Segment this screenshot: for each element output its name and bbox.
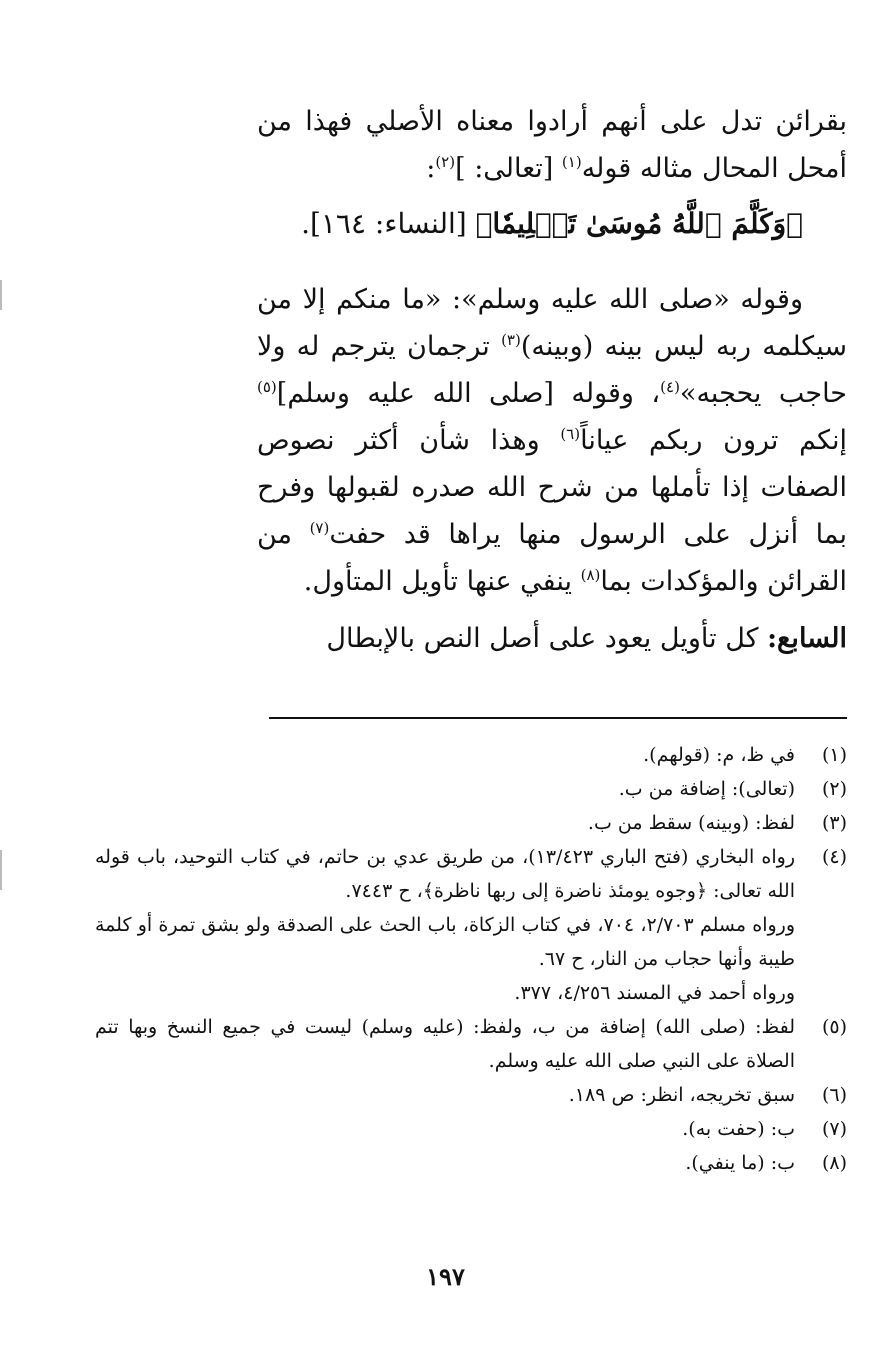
footnote-line: في ظ، م: (قولهم).: [643, 744, 795, 766]
footnote-number: (٢): [821, 778, 847, 800]
page-number: ١٩٧: [426, 1262, 465, 1291]
footnote-body: [95, 1078, 795, 1112]
footnote-number: (٥): [821, 1016, 847, 1038]
footnote-number: (٨): [821, 1152, 847, 1174]
footnote-number: (٧): [821, 1118, 847, 1140]
paragraph-intro: بقرائن تدل على أنهم أرادوا معناه الأصلي فهذا من أمحل المحال مثاله قوله$^{(١)}$ [تعالى: ]$^{(٢)}$:: [257, 106, 847, 184]
footnote-1: [95, 738, 847, 772]
footnote-body: [95, 806, 795, 840]
verse-citation: [النساء: ١٦٤].: [301, 207, 476, 240]
footnote-number: (٦): [821, 1084, 847, 1106]
footnote-divider: [269, 717, 847, 719]
section-label: السابع:: [767, 623, 847, 654]
footnote-ref-8[interactable]: (٨): [580, 566, 601, 584]
footnote-ref-3[interactable]: (٣): [501, 331, 521, 349]
verse-text: ﴿وَكَلَّمَ ٱللَّهُ مُوسَىٰ تَكۡلِيمٗا﴾: [475, 207, 803, 240]
footnote-3: [95, 806, 847, 840]
footnote-line: لفظ: (وبينه) سقط من ب.: [587, 812, 795, 834]
footnote-ref-5[interactable]: (٥): [257, 378, 277, 396]
footnote-7: [95, 1112, 847, 1146]
footnote-6: [95, 1078, 847, 1112]
footnote-line: ب: (ما ينفي).: [685, 1152, 795, 1174]
footnote-number: (٣): [821, 812, 847, 834]
footnote-line: سبق تخريجه، انظر: ص ١٨٩.: [568, 1084, 795, 1106]
section-text: كل تأويل يعود على أصل النص بالإبطال: [326, 623, 768, 654]
footnote-line: ب: (حفت به).: [682, 1118, 795, 1140]
scan-gutter-mark: [0, 850, 2, 890]
footnote-ref-4[interactable]: (٤): [660, 378, 680, 396]
footnote-ref-7[interactable]: (٧): [309, 519, 330, 537]
scan-gutter-mark: [0, 280, 2, 310]
footnotes: [95, 738, 847, 1180]
main-text: [257, 98, 847, 662]
quran-verse: [257, 196, 847, 252]
footnote-4: [95, 840, 847, 1010]
footnote-number: (٤): [821, 846, 847, 868]
footnote-body: [95, 772, 795, 806]
footnote-line: رواه البخاري (فتح الباري ١٣/٤٢٣)، من طريق عدي بن حاتم، في كتاب التوحيد، باب قوله الله تعالى: ﴿وجوه يومئذ ناضرة إلى ربها ناظرة﴾، ح ٧٤٤٣.: [95, 846, 795, 902]
paragraph-hadith: وقوله «صلى الله عليه وسلم»: «ما منكم إلا من سيكلمه ربه ليس بينه (وبينه)$^{(٣)}$ ترجمان يترجم له ولا حاجب يحجبه»$^{(٤)}$، وقوله [صلى الله عليه وسلم]$^{(٥)}$ إنكم ترون ربكم عياناً$^{(٦)}$ وهذا شأن أكثر نصوص الصفات إذا تأملها من شرح الله صدره لقبولها وفرح بما أنزل على الرسول منها يراها قد حفت$^{(٧)}$ من القرائن والمؤكدات بما$^{(٨)}$ ينفي عنها تأويل المتأول.: [257, 284, 848, 597]
footnote-5: [95, 1010, 847, 1078]
footnote-2: [95, 772, 847, 806]
footnote-number: (١): [821, 744, 847, 766]
footnote-body: [95, 840, 795, 1010]
footnote-body: [95, 1146, 795, 1180]
footnote-ref-2[interactable]: (٢): [435, 153, 456, 171]
footnote-body: [95, 1010, 795, 1078]
footnote-ref-6[interactable]: (٦): [560, 425, 581, 443]
footnote-line: لفظ: (صلى الله) إضافة من ب، ولفظ: (عليه وسلم) ليست في جميع النسخ وبها تتم الصلاة على النبي صلى الله عليه وسلم.: [95, 1016, 795, 1072]
footnote-8: [95, 1146, 847, 1180]
section-seventh: [257, 615, 847, 662]
footnote-body: [95, 1112, 795, 1146]
footnote-body: [95, 738, 795, 772]
footnote-line: ورواه أحمد في المسند ٤/٢٥٦، ٣٧٧.: [514, 982, 795, 1004]
footnote-ref-1[interactable]: (١): [561, 153, 582, 171]
footnote-line: (تعالى): إضافة من ب.: [618, 778, 795, 800]
footnote-line: ورواه مسلم ٢/٧٠٣، ٧٠٤، في كتاب الزكاة، باب الحث على الصدقة ولو بشق تمرة أو كلمة طيبة وأنها حجاب من النار، ح ٦٧.: [95, 914, 796, 970]
